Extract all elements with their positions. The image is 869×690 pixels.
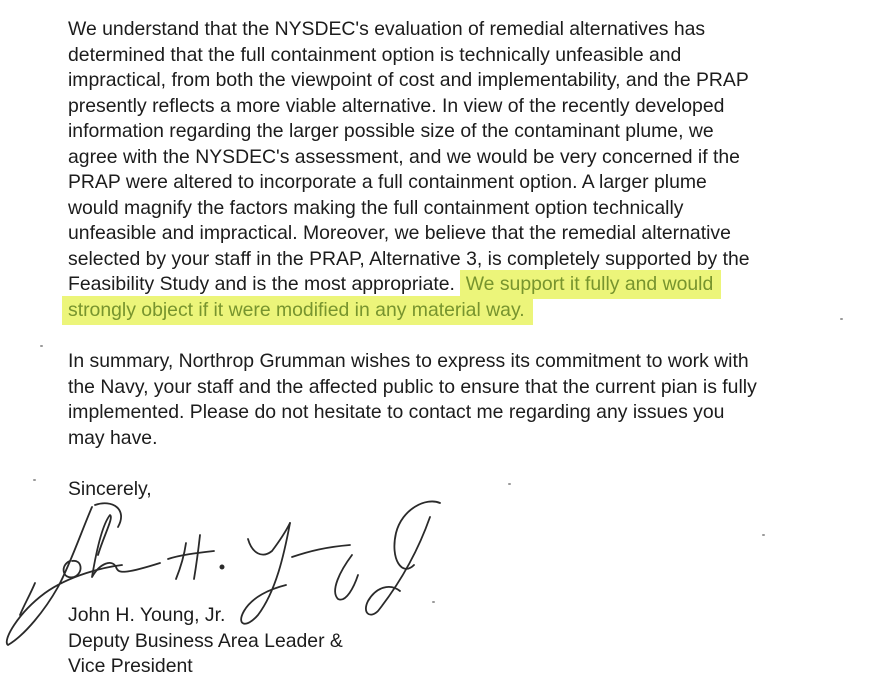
signer-name: John H. Young, Jr.: [68, 604, 226, 626]
scan-speck: [33, 479, 36, 481]
paragraph-1-line-7: PRAP were altered to incorporate a full containment option. A larger plume: [68, 171, 707, 193]
paragraph-1-line-12: [68, 298, 533, 324]
paragraph-1-line-3: impractical, from both the viewpoint of cost and implementability, and the PRAP: [68, 69, 749, 91]
paragraph-1-line-9: unfeasible and impractical. Moreover, we believe that the remedial alternative: [68, 222, 731, 244]
scan-speck: [432, 601, 435, 603]
paragraph-1-line-10: selected by your staff in the PRAP, Alternative 3, is completely supported by the: [68, 247, 750, 270]
paragraph-1-line-11: [68, 272, 721, 298]
paragraph-1-line-5: information regarding the larger possible size of the contaminant plume, we: [68, 120, 714, 142]
scan-speck: [508, 483, 511, 485]
paragraph-2-line-3: implemented. Please do not hesitate to contact me regarding any issues you: [68, 401, 725, 423]
salutation: Sincerely,: [68, 478, 152, 500]
paragraph-1-line-11-text: Feasibility Study and is the most appropriate.: [68, 273, 455, 295]
signer-title-line-1: Deputy Business Area Leader &: [68, 629, 343, 652]
paragraph-2-line-4: may have.: [68, 426, 158, 449]
paragraph-1-line-4: presently reflects a more viable alternative. In view of the recently developed: [68, 94, 725, 117]
scan-speck: [762, 534, 765, 536]
scan-speck: [840, 318, 843, 320]
scan-speck: [40, 345, 43, 347]
signer-title-line-2: Vice President: [68, 655, 193, 677]
paragraph-2-line-2: the Navy, your staff and the affected public to ensure that the current pian is fully: [68, 375, 757, 398]
paragraph-1-line-2: determined that the full containment option is technically unfeasible and: [68, 43, 682, 66]
paragraph-1-line-6: agree with the NYSDEC's assessment, and we would be very concerned if the: [68, 145, 740, 168]
paragraph-1-line-1: We understand that the NYSDEC's evaluation of remedial alternatives has: [68, 18, 706, 40]
paragraph-1-line-8: would magnify the factors making the full containment option technically: [68, 196, 684, 219]
highlighted-sentence-part-2: strongly object if it were modified in any material way.: [62, 296, 533, 325]
highlighted-sentence-part-1: We support it fully and would: [460, 270, 722, 299]
paragraph-2-line-1: In summary, Northrop Grumman wishes to express its commitment to work with: [68, 350, 749, 372]
